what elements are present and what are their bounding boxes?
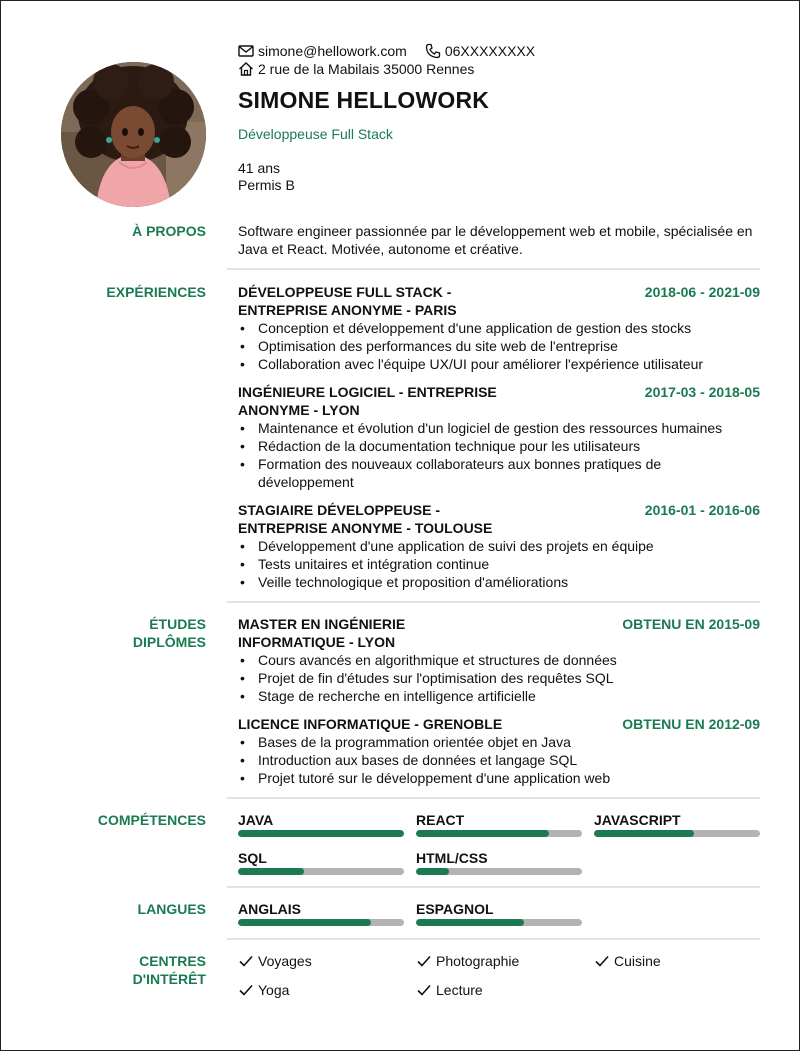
bullet-item: • Introduction aux bases de données et langage SQL	[238, 751, 760, 769]
skill-bar-fill	[594, 830, 694, 837]
check-icon	[416, 982, 432, 998]
interest-label: Photographie	[436, 953, 520, 969]
skill-name: REACT	[416, 812, 465, 828]
language-bar	[416, 919, 582, 926]
entry-date: 2018-06 - 2021-09	[644, 284, 760, 300]
entry-bullets	[238, 537, 760, 591]
language-name: ESPAGNOL	[416, 901, 494, 917]
bullet-item: • Stage de recherche en intelligence artificielle	[238, 687, 760, 705]
skill-bar	[238, 868, 404, 875]
about-text: Software engineer passionnée par le développement web et mobile, spécialisée en Java et React. Motivée, autonome et créative.	[238, 223, 753, 257]
bullet-item: • Projet tutoré sur le développement d'une application web	[238, 769, 760, 787]
entry-bullets	[238, 419, 760, 491]
candidate-name: SIMONE HELLOWORK	[238, 87, 490, 113]
language-item	[416, 901, 582, 926]
bullet-item: • Projet de fin d'études sur l'optimisation des requêtes SQL	[238, 669, 760, 687]
skill-bar-fill	[416, 868, 449, 875]
job-title: Développeuse Full Stack	[238, 126, 393, 142]
language-item	[238, 901, 404, 926]
bullet-item: • Collaboration avec l'équipe UX/UI pour améliorer l'expérience utilisateur	[238, 355, 760, 373]
interest-label: Voyages	[258, 953, 312, 969]
bullet-item: • Développement d'une application de suivi des projets en équipe	[238, 537, 760, 555]
skill-item	[416, 850, 582, 875]
check-icon	[594, 953, 610, 969]
skill-item	[238, 812, 404, 837]
entry-date: OBTENU EN 2012-09	[622, 716, 760, 732]
entry-title: MASTER EN INGÉNIERIE INFORMATIQUE - LYON	[238, 616, 406, 650]
education-entry	[238, 715, 760, 787]
section-divider	[227, 601, 760, 603]
age-text: 41 ans	[238, 160, 281, 176]
skill-name: JAVASCRIPT	[594, 812, 681, 828]
bullet-item: • Tests unitaires et intégration continue	[238, 555, 760, 573]
interest-item	[594, 952, 661, 970]
check-icon	[238, 982, 254, 998]
check-icon	[416, 953, 432, 969]
entry-date: OBTENU EN 2015-09	[622, 616, 760, 632]
language-bar	[238, 919, 404, 926]
bullet-item: • Conception et développement d'une application de gestion des stocks	[238, 319, 760, 337]
skill-name: JAVA	[238, 812, 274, 828]
experience-entry	[238, 283, 760, 373]
experience-entry	[238, 383, 760, 491]
phone-icon	[425, 43, 441, 59]
section-divider	[227, 797, 760, 799]
entry-bullets	[238, 651, 760, 705]
entry-bullets	[238, 319, 760, 373]
experience-entry	[238, 501, 760, 591]
section-divider	[227, 268, 760, 270]
bullet-item: • Veille technologique et proposition d'améliorations	[238, 573, 760, 591]
bullet-item: • Maintenance et évolution d'un logiciel de gestion des ressources humaines	[238, 419, 760, 437]
section-divider	[227, 938, 760, 940]
address-text: 2 rue de la Mabilais 35000 Rennes	[258, 61, 475, 77]
bullet-item: • Rédaction de la documentation technique pour les utilisateurs	[238, 437, 760, 455]
phone-number[interactable]: 06XXXXXXXX	[444, 43, 536, 59]
contact-row-1	[238, 42, 758, 60]
profile-photo	[61, 62, 206, 207]
contact-row-2	[238, 60, 758, 78]
skill-item	[238, 850, 404, 875]
language-name: ANGLAIS	[238, 901, 301, 917]
home-icon	[238, 61, 254, 77]
skill-name: HTML/CSS	[416, 850, 488, 866]
interest-item	[238, 952, 312, 970]
bullet-item: • Optimisation des performances du site web de l'entreprise	[238, 337, 760, 355]
entry-date: 2017-03 - 2018-05	[644, 384, 760, 400]
skill-bar-fill	[238, 830, 404, 837]
bullet-item: • Formation des nouveaux collaborateurs aux bonnes pratiques de développement	[238, 455, 760, 491]
section-divider	[227, 886, 760, 888]
skill-name: SQL	[238, 850, 267, 866]
interest-label: Cuisine	[614, 953, 661, 969]
interest-label: Yoga	[258, 982, 290, 998]
entry-bullets	[238, 733, 760, 787]
education-entry	[238, 615, 760, 705]
entry-title: DÉVELOPPEUSE FULL STACK - ENTREPRISE ANONYME - PARIS	[238, 284, 457, 318]
contact-info	[238, 42, 758, 78]
interest-item	[416, 981, 483, 999]
skill-bar-fill	[238, 868, 304, 875]
section-label-education: ÉTUDES DIPLÔMES	[132, 616, 206, 650]
interest-label: Lecture	[436, 982, 483, 998]
entry-title: LICENCE INFORMATIQUE - GRENOBLE	[238, 716, 503, 732]
section-label-experiences: EXPÉRIENCES	[106, 284, 206, 300]
license-text: Permis B	[238, 177, 295, 193]
interest-item	[416, 952, 519, 970]
email-link[interactable]: simone@hellowork.com	[258, 43, 407, 59]
skill-bar	[594, 830, 760, 837]
skill-item	[416, 812, 582, 837]
section-label-about: À PROPOS	[132, 223, 206, 239]
entry-title: STAGIAIRE DÉVELOPPEUSE - ENTREPRISE ANONYME - TOULOUSE	[238, 502, 493, 536]
interest-item	[238, 981, 289, 999]
mail-icon	[238, 43, 254, 59]
entry-date: 2016-01 - 2016-06	[644, 502, 760, 518]
entry-title: INGÉNIEURE LOGICIEL - ENTREPRISE ANONYME - LYON	[238, 384, 497, 418]
check-icon	[238, 953, 254, 969]
section-label-interests: CENTRES D'INTÉRÊT	[132, 953, 206, 987]
section-label-languages: LANGUES	[137, 901, 206, 917]
skill-bar	[238, 830, 404, 837]
skill-item	[594, 812, 760, 837]
section-label-skills: COMPÉTENCES	[97, 812, 206, 828]
language-bar-fill	[238, 919, 371, 926]
skill-bar	[416, 830, 582, 837]
skill-bar-fill	[416, 830, 549, 837]
skill-bar	[416, 868, 582, 875]
personal-meta	[238, 160, 295, 194]
language-bar-fill	[416, 919, 524, 926]
bullet-item: • Bases de la programmation orientée objet en Java	[238, 733, 760, 751]
bullet-item: • Cours avancés en algorithmique et structures de données	[238, 651, 760, 669]
avatar-illustration	[61, 62, 206, 207]
